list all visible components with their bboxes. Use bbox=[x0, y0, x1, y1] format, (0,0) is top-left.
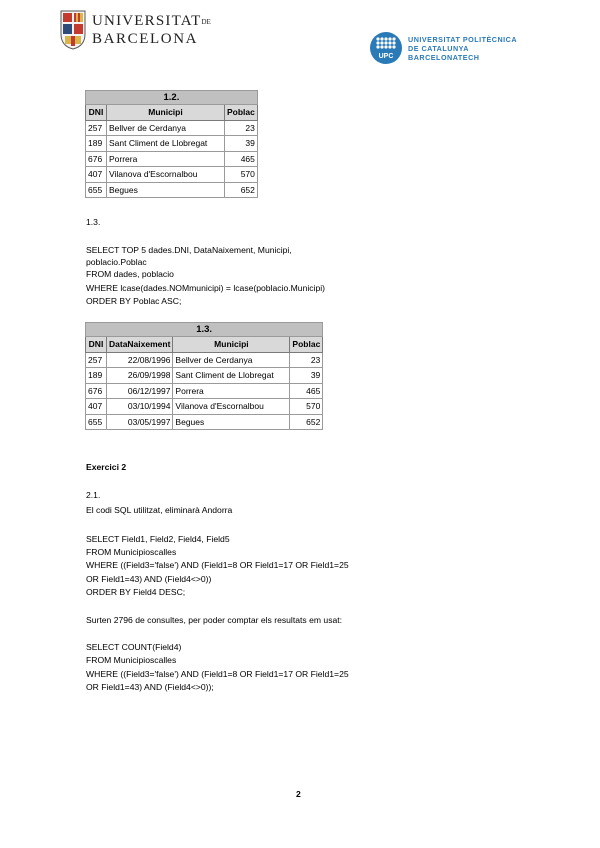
sql-line: WHERE ((Field3='false') AND (Field1=8 OR Field1=17 OR Field1=25 bbox=[86, 560, 349, 570]
cell-poblac: 570 bbox=[225, 167, 258, 183]
upc-logo bbox=[370, 32, 540, 66]
cell-data-naixement: 03/10/1994 bbox=[107, 399, 173, 415]
cell-dni: 407 bbox=[86, 167, 107, 183]
column-header-municipi: Municipi bbox=[107, 105, 225, 121]
table-row bbox=[86, 368, 323, 384]
sql-line: poblacio.Poblac bbox=[86, 257, 147, 267]
sql-line: ORDER BY Field4 DESC; bbox=[86, 587, 186, 597]
cell-data-naixement: 06/12/1997 bbox=[107, 383, 173, 399]
cell-municipi: Vilanova d'Escornalbou bbox=[107, 167, 225, 183]
table-caption: 1.3. bbox=[86, 323, 323, 337]
sql-line: WHERE ((Field3='false') AND (Field1=8 OR Field1=17 OR Field1=25 bbox=[86, 669, 349, 679]
cell-municipi: Porrera bbox=[107, 151, 225, 167]
sql-line: ORDER BY Poblac ASC; bbox=[86, 296, 182, 306]
cell-dni: 655 bbox=[86, 414, 107, 430]
results-note: Surten 2796 de consultes, per poder comptar els resultats em usat: bbox=[86, 615, 343, 625]
ub-shield-icon bbox=[60, 10, 86, 50]
cell-dni: 676 bbox=[86, 383, 107, 399]
section-label-2-1: 2.1. bbox=[86, 490, 101, 500]
exercise-2-title: Exercici 2 bbox=[86, 462, 127, 472]
cell-poblac: 652 bbox=[225, 182, 258, 198]
table-row bbox=[86, 167, 258, 183]
results-table-1-2 bbox=[85, 90, 258, 198]
cell-municipi: Begues bbox=[107, 182, 225, 198]
upc-logo-line-3: BARCELONATECH bbox=[408, 53, 480, 62]
column-header-municipi: Municipi bbox=[173, 337, 290, 353]
column-header-data-naixement: DataNaixement bbox=[107, 337, 173, 353]
cell-poblac: 570 bbox=[290, 399, 323, 415]
sql-line: FROM Municipioscalles bbox=[86, 547, 177, 557]
ub-logo-line-1: UNIVERSITATDE bbox=[92, 13, 211, 29]
cell-municipi: Begues bbox=[173, 414, 290, 430]
sql-line: FROM Municipioscalles bbox=[86, 655, 177, 665]
cell-dni: 257 bbox=[86, 120, 107, 136]
cell-data-naixement: 22/08/1996 bbox=[107, 352, 173, 368]
section-label-1-3: 1.3. bbox=[86, 217, 101, 227]
sql-line: SELECT Field1, Field2, Field4, Field5 bbox=[86, 534, 230, 544]
cell-poblac: 465 bbox=[225, 151, 258, 167]
cell-municipi: Sant Climent de Llobregat bbox=[173, 368, 290, 384]
sql-line: FROM dades, poblacio bbox=[86, 269, 174, 279]
table-row bbox=[86, 383, 323, 399]
column-header-poblac: Poblac bbox=[225, 105, 258, 121]
table-row bbox=[86, 182, 258, 198]
column-header-dni: DNI bbox=[86, 337, 107, 353]
cell-dni: 676 bbox=[86, 151, 107, 167]
cell-poblac: 39 bbox=[225, 136, 258, 152]
cell-municipi: Porrera bbox=[173, 383, 290, 399]
sql-line: OR Field1=43) AND (Field4<>0)) bbox=[86, 574, 212, 584]
page-number: 2 bbox=[296, 789, 301, 799]
cell-dni: 655 bbox=[86, 182, 107, 198]
cell-municipi: Bellver de Cerdanya bbox=[173, 352, 290, 368]
upc-logo-line-2: DE CATALUNYA bbox=[408, 44, 469, 53]
ub-logo bbox=[60, 10, 220, 52]
sql-line: SELECT COUNT(Field4) bbox=[86, 642, 182, 652]
table-row bbox=[86, 352, 323, 368]
sql-line: SELECT TOP 5 dades.DNI, DataNaixement, Municipi, bbox=[86, 245, 292, 255]
table-row bbox=[86, 399, 323, 415]
upc-badge-icon bbox=[370, 32, 402, 64]
table-row bbox=[86, 136, 258, 152]
table-row bbox=[86, 120, 258, 136]
cell-dni: 257 bbox=[86, 352, 107, 368]
results-table-1-3 bbox=[85, 322, 323, 430]
cell-poblac: 23 bbox=[290, 352, 323, 368]
cell-poblac: 465 bbox=[290, 383, 323, 399]
table-row bbox=[86, 151, 258, 167]
cell-municipi: Vilanova d'Escornalbou bbox=[173, 399, 290, 415]
upc-badge-text: UPC bbox=[378, 53, 394, 60]
cell-municipi: Bellver de Cerdanya bbox=[107, 120, 225, 136]
sql-line: OR Field1=43) AND (Field4<>0)); bbox=[86, 682, 214, 692]
cell-dni: 189 bbox=[86, 368, 107, 384]
table-caption: 1.2. bbox=[86, 91, 258, 105]
ub-logo-line-2: BARCELONA bbox=[92, 31, 199, 47]
cell-dni: 407 bbox=[86, 399, 107, 415]
cell-dni: 189 bbox=[86, 136, 107, 152]
cell-municipi: Sant Climent de Llobregat bbox=[107, 136, 225, 152]
column-header-dni: DNI bbox=[86, 105, 107, 121]
cell-data-naixement: 26/09/1998 bbox=[107, 368, 173, 384]
cell-poblac: 39 bbox=[290, 368, 323, 384]
cell-poblac: 23 bbox=[225, 120, 258, 136]
exercise-2-intro: El codi SQL utilitzat, eliminarà Andorra bbox=[86, 505, 233, 515]
cell-data-naixement: 03/05/1997 bbox=[107, 414, 173, 430]
cell-poblac: 652 bbox=[290, 414, 323, 430]
table-row bbox=[86, 414, 323, 430]
upc-logo-line-1: UNIVERSITAT POLITÈCNICA bbox=[408, 35, 518, 44]
sql-line: WHERE lcase(dades.NOMmunicipi) = lcase(poblacio.Municipi) bbox=[86, 283, 326, 293]
column-header-poblac: Poblac bbox=[290, 337, 323, 353]
